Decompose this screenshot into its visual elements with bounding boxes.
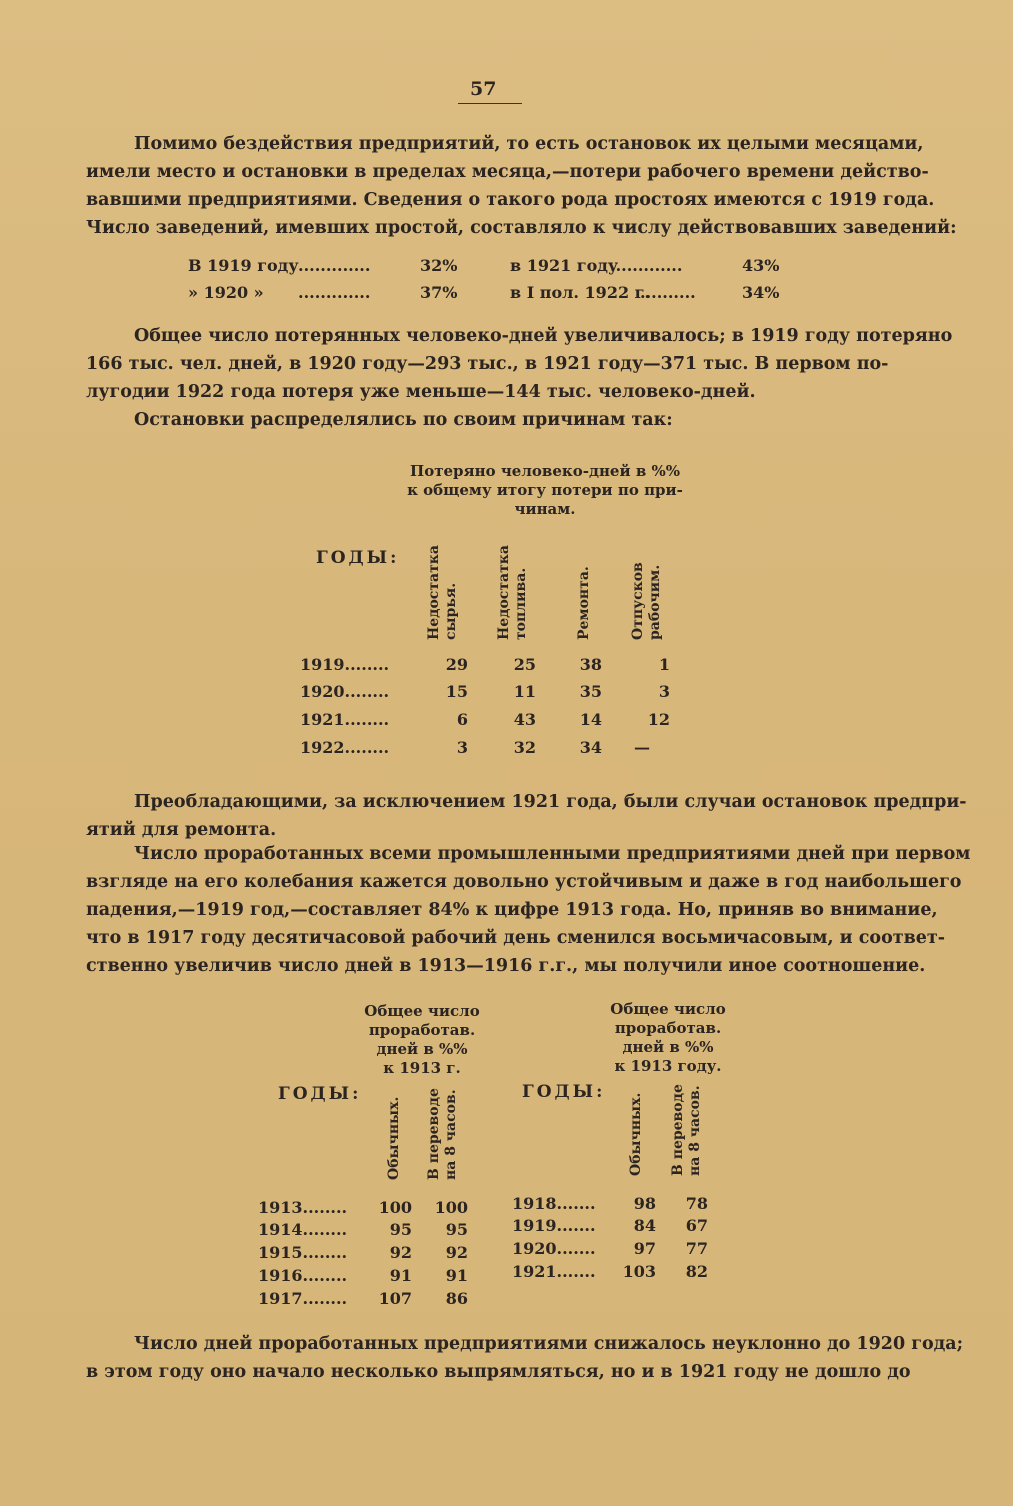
row-year: 1922........	[300, 738, 390, 757]
header-line: Недостатка	[496, 545, 512, 640]
page-number: 57	[470, 78, 497, 100]
row-year: 1917........	[258, 1289, 348, 1308]
paragraph-idle-intro	[86, 130, 957, 242]
stat-label: в 1921 году	[510, 256, 619, 275]
caption-line: Потеряно человеко-дней в %%	[410, 462, 680, 480]
column-header	[576, 560, 593, 640]
stat-label: в I пол. 1922 г.	[510, 283, 651, 302]
caption-line: проработав.	[368, 1021, 476, 1039]
caption-line: дней в %%	[376, 1040, 468, 1058]
caption-line: чинам.	[514, 500, 576, 518]
text-line: падения,—1919 год,—составляет 84% к цифре 1913 года. Но, приняв во внимание,	[86, 900, 938, 920]
row-year: 1920.......	[512, 1239, 596, 1258]
text-line: 166 тыс. чел. дней, в 1920 году—293 тыс., в 1921 году—371 тыс. В первом по-	[86, 354, 889, 374]
text-line: Остановки распределялись по своим причинам так:	[134, 410, 673, 430]
table-cell: 91	[445, 1266, 468, 1285]
stat-dots: .............	[298, 283, 371, 302]
table-cell: 38	[579, 655, 602, 674]
column-header	[496, 540, 530, 640]
years-header: ГОДЫ:	[522, 1082, 606, 1102]
paragraph-decline	[86, 1330, 964, 1386]
table-cell: 77	[685, 1239, 708, 1258]
table-cell: 14	[579, 710, 602, 729]
years-header: ГОДЫ:	[316, 548, 400, 568]
header-line: В переводе	[670, 1084, 686, 1176]
header-line: на 8 часов.	[687, 1085, 703, 1176]
paragraph-worked-days	[86, 840, 971, 980]
stat-value: 43%	[742, 256, 780, 275]
table-cell: 3	[456, 738, 468, 757]
row-year: 1914........	[258, 1220, 348, 1239]
header-line: Недостатка	[426, 545, 442, 640]
table-cell: 100	[378, 1198, 412, 1217]
column-header	[630, 550, 664, 640]
text-line: вавшими предприятиями. Сведения о такого рода простоях имеются с 1919 года.	[86, 190, 935, 210]
caption-line: к 1913 г.	[383, 1059, 461, 1077]
text-line: взгляде на его колебания кажется довольно устойчивым и даже в год наибольшего	[86, 872, 962, 892]
header-line: рабочим.	[647, 564, 663, 640]
text-line: ственно увеличив число дней в 1913—1916 г.г., мы получили иное соотношение.	[86, 956, 926, 976]
stat-dots: ..........	[640, 283, 696, 302]
stat-label: В 1919 году	[188, 256, 299, 275]
table-cell: 107	[378, 1289, 412, 1308]
stat-value: 34%	[742, 283, 780, 302]
row-year: 1919.......	[512, 1216, 596, 1235]
column-header	[386, 1094, 403, 1180]
table-cell: 1	[658, 655, 670, 674]
table-cell: 67	[685, 1216, 708, 1235]
stat-value: 32%	[420, 256, 458, 275]
table-caption	[352, 1002, 492, 1078]
table-cell: 92	[445, 1243, 468, 1262]
caption-line: Общее число	[364, 1002, 480, 1020]
stat-label: » 1920 »	[188, 283, 264, 302]
table-cell: 95	[445, 1220, 468, 1239]
table-cell: 100	[434, 1198, 468, 1217]
text-line: Общее число потерянных человеко-дней увеличивалось; в 1919 году потеряно	[134, 326, 953, 346]
column-header	[426, 540, 460, 640]
paragraph-lost-days	[86, 322, 953, 406]
text-line: что в 1917 году десятичасовой рабочий день сменился восьмичасовым, и соответ-	[86, 928, 945, 948]
table-cell: 29	[445, 655, 468, 674]
column-header	[670, 1074, 704, 1176]
table-cell: 12	[647, 710, 670, 729]
table-cell: 91	[389, 1266, 412, 1285]
stat-dots: .............	[298, 256, 371, 275]
page-number-rule	[458, 103, 522, 104]
caption-line: к 1913 году.	[614, 1057, 722, 1075]
header-line: сырья.	[443, 582, 459, 640]
header-line: Ремонта.	[576, 566, 592, 640]
table-cell: 98	[633, 1194, 656, 1213]
text-line: Помимо бездействия предприятий, то есть остановок их целыми месяцами,	[134, 134, 924, 154]
row-year: 1921........	[300, 710, 390, 729]
years-header: ГОДЫ:	[278, 1084, 362, 1104]
table-cell: 86	[445, 1289, 468, 1308]
row-year: 1919........	[300, 655, 390, 674]
row-year: 1915........	[258, 1243, 348, 1262]
table-cell: 35	[579, 682, 602, 701]
table-cell: 32	[513, 738, 536, 757]
text-line: лугодии 1922 года потеря уже меньше—144 тыс. человеко-дней.	[86, 382, 756, 402]
paragraph-repair	[86, 788, 967, 844]
table-cell: 95	[389, 1220, 412, 1239]
stat-value: 37%	[420, 283, 458, 302]
header-line: В переводе	[426, 1088, 442, 1180]
column-header	[628, 1090, 645, 1176]
header-line: Обычных.	[386, 1096, 402, 1180]
table-cell: 103	[622, 1262, 656, 1281]
table-cell: 25	[513, 655, 536, 674]
column-header	[426, 1078, 460, 1180]
header-line: Отпусков	[630, 562, 646, 640]
text-line: Число проработанных всеми промышленными предприятиями дней при первом	[134, 844, 971, 864]
row-year: 1921.......	[512, 1262, 596, 1281]
row-year: 1916........	[258, 1266, 348, 1285]
text-line: Число дней проработанных предприятиями снижалось неуклонно до 1920 года;	[134, 1334, 964, 1354]
text-line: ятий для ремонта.	[86, 820, 277, 840]
paragraph-causes	[86, 406, 886, 434]
table-cell: 6	[456, 710, 468, 729]
text-line: в этом году оно начало несколько выпрямляться, но и в 1921 году не дошло до	[86, 1362, 911, 1382]
table-cell: 92	[389, 1243, 412, 1262]
table-cell: 97	[633, 1239, 656, 1258]
row-year: 1920........	[300, 682, 390, 701]
caption-line: Общее число	[610, 1000, 726, 1018]
text-line: Число заведений, имевших простой, составляло к числу действовавших заведений:	[86, 218, 957, 238]
text-line: имели место и остановки в пределах месяца,—потери рабочего времени действо-	[86, 162, 929, 182]
caption-line: дней в %%	[622, 1038, 714, 1056]
caption-line: проработав.	[614, 1019, 722, 1037]
table-cell: 15	[445, 682, 468, 701]
stat-dots: .............	[610, 256, 683, 275]
table-cell: 3	[658, 682, 670, 701]
table-cell: —	[634, 738, 650, 757]
table-cell: 11	[513, 682, 536, 701]
table-cell: 84	[633, 1216, 656, 1235]
table-caption	[598, 1000, 738, 1076]
table-caption	[395, 462, 695, 519]
row-year: 1918.......	[512, 1194, 596, 1213]
row-year: 1913........	[258, 1198, 348, 1217]
header-line: топлива.	[513, 567, 529, 640]
table-cell: 43	[513, 710, 536, 729]
table-cell: 78	[685, 1194, 708, 1213]
text-line: Преобладающими, за исключением 1921 года, были случаи остановок предпри-	[134, 792, 967, 812]
table-cell: 82	[685, 1262, 708, 1281]
header-line: Обычных.	[628, 1092, 644, 1176]
caption-line: к общему итогу потери по при-	[407, 481, 683, 499]
header-line: на 8 часов.	[443, 1089, 459, 1180]
table-cell: 34	[579, 738, 602, 757]
